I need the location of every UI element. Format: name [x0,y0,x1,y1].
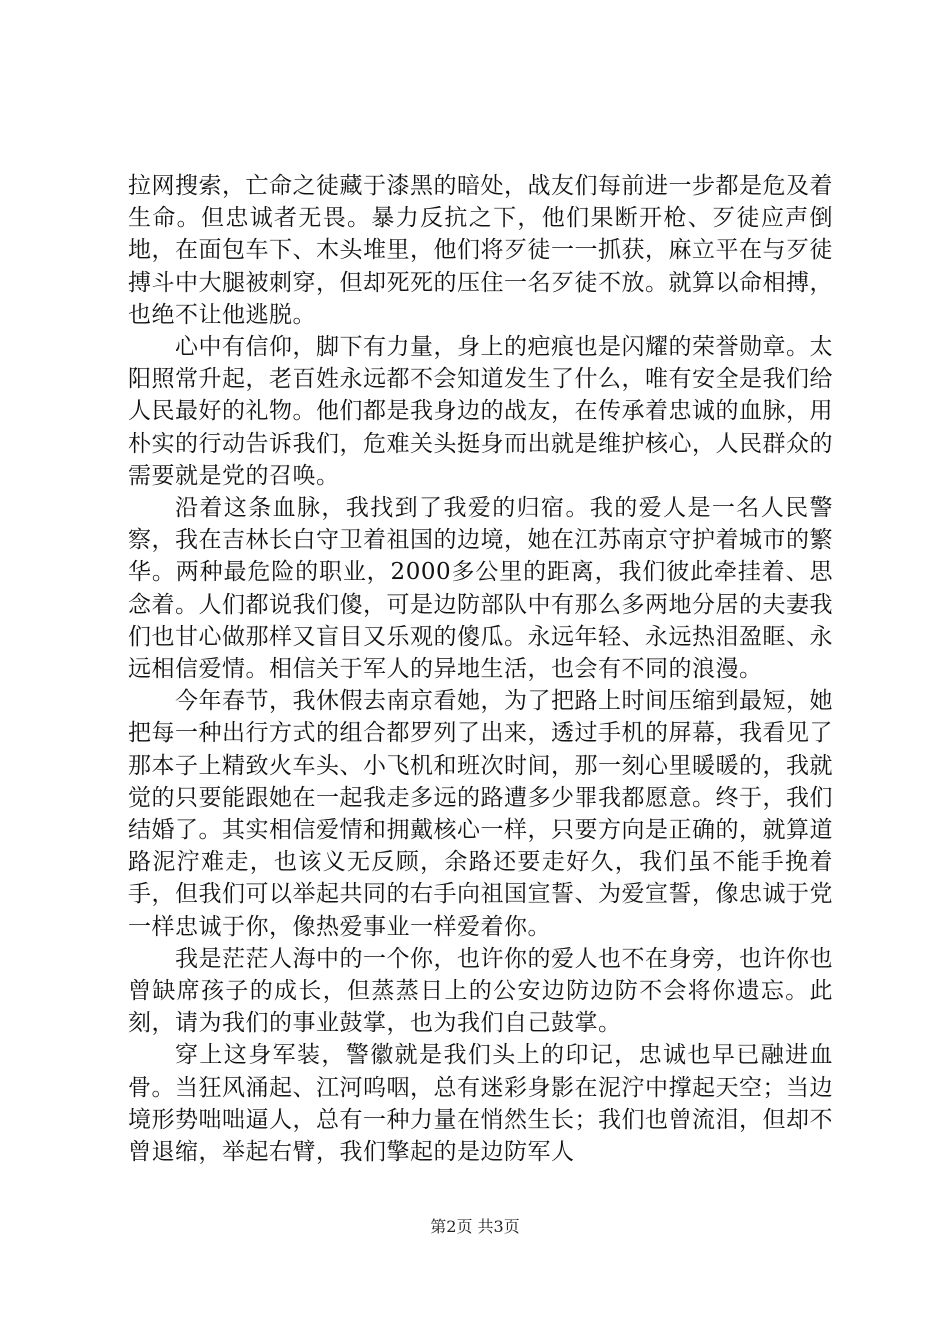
paragraph: 心中有信仰，脚下有力量，身上的疤痕也是闪耀的荣誉勋章。太阳照常升起，老百姓永远都不会知道发生了什么，唯有安全是我们给人民最好的礼物。他们都是我身边的战友，在传承着忠诚的血脉，用朴实的行动告诉我们，危难关头挺身而出就是维护核心，人民群众的需要就是党的召唤。 [128,334,833,489]
paragraph: 沿着这条血脉，我找到了我爱的归宿。我的爱人是一名人民警察，我在吉林长白守卫着祖国的边境，她在江苏南京守护着城市的繁华。两种最危险的职业，2000多公里的距离，我们彼此牵挂着、思念着。人们都说我们傻，可是边防部队中有那么多两地分居的夫妻我们也甘心做那样又盲目又乐观的傻瓜。永远年轻、永远热泪盈眶、永远相信爱情。相信关于军人的异地生活，也会有不同的浪漫。 [128,495,833,683]
page-number-footer: 第2页 共3页 [430,1217,520,1236]
paragraph: 我是茫茫人海中的一个你，也许你的爱人也不在身旁，也许你也曾缺席孩子的成长，但蒸蒸日上的公安边防边防不会将你遗忘。此刻，请为我们的事业鼓掌，也为我们自己鼓掌。 [128,945,833,1037]
paragraph: 穿上这身军装，警徽就是我们头上的印记，忠诚也早已融进血骨。当狂风涌起、江河呜咽，总有迷彩身影在泥泞中撑起天空；当边境形势咄咄逼人，总有一种力量在悄然生长；我们也曾流泪，但却不曾退缩，举起右臂，我们擎起的是边防军人 [128,1042,833,1166]
body-text [128,170,833,1168]
paragraph: 今年春节，我休假去南京看她，为了把路上时间压缩到最短，她把每一种出行方式的组合都罗列了出来，透过手机的屏幕，我看见了那本子上精致火车头、小飞机和班次时间，那一刻心里暖暖的，我就觉的只要能跟她在一起我走多远的路遭多少罪我都愿意。终于，我们结婚了。其实相信爱情和拥戴核心一样，只要方向是正确的，就算道路泥泞难走，也该义无反顾，余路还要走好久，我们虽不能手挽着手，但我们可以举起共同的右手向祖国宣誓、为爱宣誓，像忠诚于党一样忠诚于你，像热爱事业一样爱着你。 [128,688,833,940]
paragraph-continuation: 拉网搜索，亡命之徒藏于漆黑的暗处，战友们每前进一步都是危及着生命。但忠诚者无畏。暴力反抗之下，他们果断开枪、歹徒应声倒地，在面包车下、木头堆里，他们将歹徒一一抓获，麻立平在与歹徒搏斗中大腿被刺穿，但却死死的压住一名歹徒不放。就算以命相搏，也绝不让他逃脱。 [128,173,833,328]
